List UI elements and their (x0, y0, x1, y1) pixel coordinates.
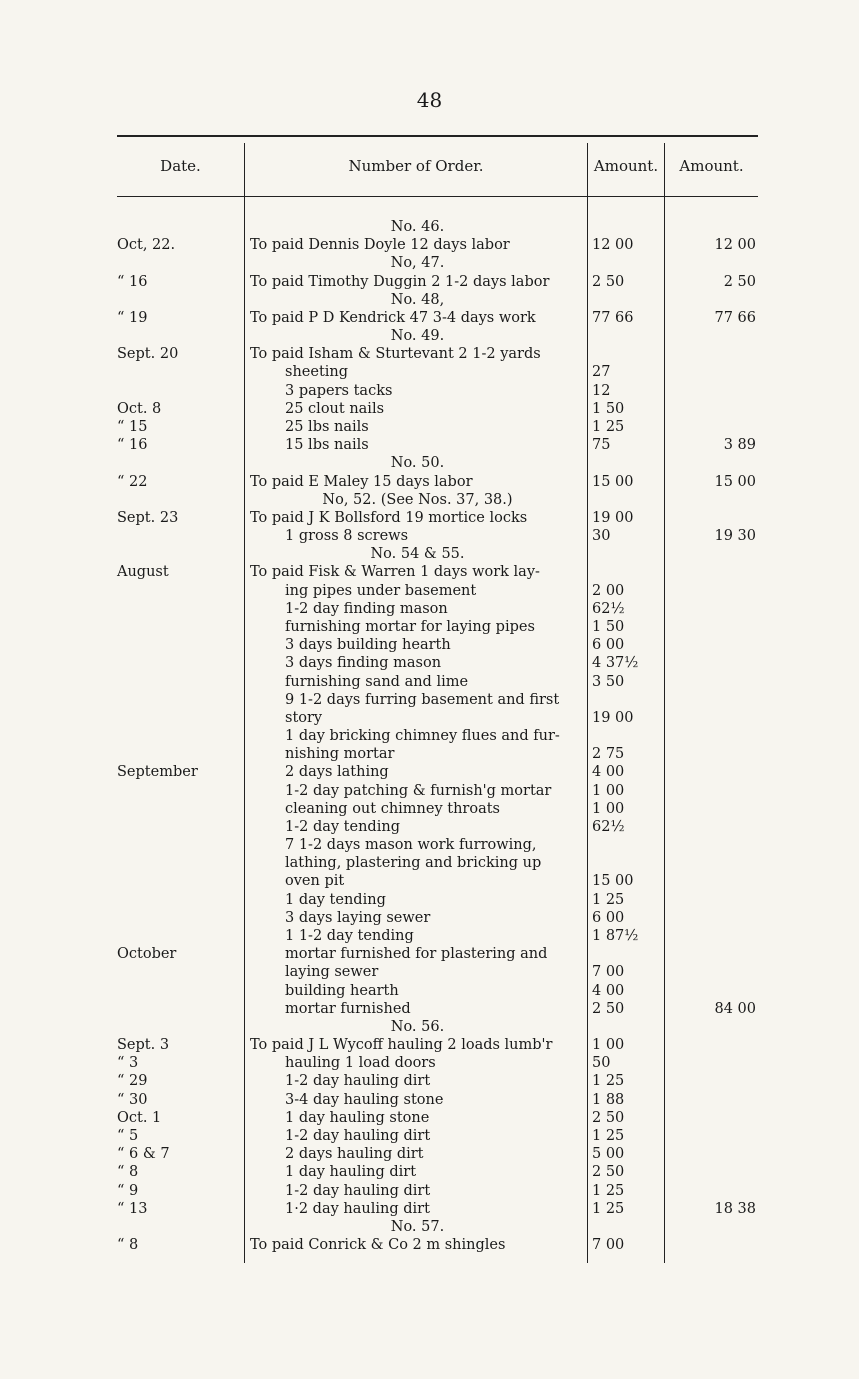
item-amount: 2 50 (592, 1164, 625, 1181)
ledger-row (0, 818, 859, 836)
entry-description: To paid J K Bollsford 19 mortice locks (250, 509, 528, 526)
entry-description: furnishing sand and lime (285, 673, 469, 690)
order-number: No, 52. (See Nos. 37, 38.) (322, 491, 513, 508)
header-amount-1: Amount. (593, 157, 659, 175)
item-amount: 1 25 (592, 1073, 625, 1090)
ledger-row (0, 745, 859, 763)
item-amount: 19 00 (592, 709, 634, 726)
item-amount: 62½ (592, 818, 625, 835)
item-amount: 2 50 (592, 1109, 625, 1126)
item-amount: 4 00 (592, 764, 625, 781)
ledger-row (0, 1200, 859, 1218)
item-amount: 1 00 (592, 782, 625, 799)
item-amount: 12 (592, 382, 611, 399)
order-number: No. 48, (390, 291, 445, 308)
item-amount: 75 (592, 437, 611, 454)
entry-description: lathing, plastering and bricking up (285, 855, 542, 872)
item-amount: 77 66 (592, 309, 634, 326)
ledger-row (0, 400, 859, 418)
entry-description: To paid E Maley 15 days labor (250, 473, 473, 490)
entry-date: October (117, 946, 177, 963)
ledger-row (0, 709, 859, 727)
entry-description: nishing mortar (285, 746, 395, 763)
entry-description: 3 days building hearth (285, 637, 451, 654)
entry-description: mortar furnished (285, 1000, 411, 1017)
ledger-row (0, 1072, 859, 1090)
ledger-row (0, 327, 859, 345)
ledger-row (0, 1127, 859, 1145)
entry-date: “ 22 (117, 473, 148, 490)
ledger-row (0, 691, 859, 709)
entry-description: 3 papers tacks (285, 382, 393, 399)
ledger-row (0, 927, 859, 945)
item-amount: 62½ (592, 600, 625, 617)
ledger-row (0, 545, 859, 563)
ledger-row (0, 782, 859, 800)
entry-description: 25 clout nails (285, 400, 385, 417)
entry-description: story (285, 709, 323, 726)
item-amount: 1 50 (592, 618, 625, 635)
entry-date: “ 29 (117, 1073, 148, 1090)
order-number: No. 50. (390, 455, 445, 472)
entry-date: “ 15 (117, 418, 148, 435)
entry-date: Sept. 3 (117, 1037, 170, 1054)
ledger-row (0, 1145, 859, 1163)
ledger-row (0, 945, 859, 963)
order-total: 2 50 (723, 273, 756, 290)
item-amount: 1 87½ (592, 928, 639, 945)
item-amount: 3 50 (592, 673, 625, 690)
ledger-row (0, 673, 859, 691)
entry-date: Sept. 23 (117, 509, 179, 526)
order-total: 12 00 (714, 237, 756, 254)
ledger-row (0, 763, 859, 781)
item-amount: 2 50 (592, 273, 625, 290)
entry-description: laying sewer (285, 964, 379, 981)
entry-date: “ 8 (117, 1237, 139, 1254)
entry-description: 1-2 day tending (285, 818, 400, 835)
ledger-row (0, 527, 859, 545)
item-amount: 30 (592, 528, 611, 545)
top-rule (117, 135, 758, 137)
item-amount: 1 25 (592, 418, 625, 435)
item-amount: 15 00 (592, 873, 634, 890)
item-amount: 50 (592, 1055, 611, 1072)
entry-date: September (117, 764, 198, 781)
ledger-row (0, 891, 859, 909)
entry-description: 1 gross 8 screws (285, 528, 409, 545)
order-number: No. 46. (390, 219, 445, 235)
entry-description: ing pipes under basement (285, 582, 477, 599)
ledger-row (0, 618, 859, 636)
ledger-row (0, 909, 859, 927)
entry-description: oven pit (285, 873, 345, 890)
entry-date: “ 6 & 7 (117, 1146, 170, 1163)
ledger-row (0, 382, 859, 400)
ledger-row (0, 363, 859, 381)
order-number: No. 54 & 55. (370, 546, 465, 563)
ledger-row (0, 636, 859, 654)
entry-description: 3 days laying sewer (285, 909, 431, 926)
item-amount: 27 (592, 364, 611, 381)
ledger-row (0, 800, 859, 818)
entry-description: To paid Timothy Duggin 2 1-2 days labor (250, 273, 550, 290)
ledger-row (0, 727, 859, 745)
ledger-row (0, 273, 859, 291)
item-amount: 2 50 (592, 1000, 625, 1017)
entry-date: “ 9 (117, 1182, 139, 1199)
order-total: 3 89 (723, 437, 756, 454)
entry-description: 1-2 day hauling dirt (285, 1128, 431, 1144)
order-total: 77 66 (714, 309, 756, 326)
order-total: 18 38 (714, 1200, 756, 1217)
item-amount: 1 50 (592, 400, 625, 417)
entry-description: To paid Isham & Sturtevant 2 1-2 yards (250, 346, 541, 363)
ledger-row (0, 1236, 859, 1254)
entry-description: 1 day hauling stone (285, 1109, 430, 1126)
ledger-row (0, 491, 859, 509)
entry-description: To paid Conrick & Co 2 m shingles (250, 1237, 506, 1254)
order-total: 15 00 (714, 473, 756, 490)
item-amount: 6 00 (592, 637, 625, 654)
order-number: No. 49. (390, 328, 445, 345)
item-amount: 4 00 (592, 982, 625, 999)
entry-date: “ 13 (117, 1200, 148, 1217)
entry-description: cleaning out chimney throats (285, 800, 501, 817)
entry-date: Oct. 8 (117, 400, 162, 417)
ledger-row (0, 291, 859, 309)
entry-description: 1·2 day hauling dirt (285, 1200, 430, 1217)
ledger-row (0, 218, 859, 236)
entry-date: “ 19 (117, 309, 148, 326)
item-amount: 1 25 (592, 1128, 625, 1144)
ledger-row (0, 982, 859, 1000)
entry-description: To paid J L Wycoff hauling 2 loads lumb'r (250, 1037, 553, 1054)
item-amount: 7 00 (592, 1237, 625, 1254)
item-amount: 1 25 (592, 1182, 625, 1199)
entry-date: “ 30 (117, 1091, 148, 1108)
entry-date: “ 16 (117, 273, 148, 290)
ledger-row (0, 1163, 859, 1181)
ledger-row (0, 436, 859, 454)
ledger-row (0, 1182, 859, 1200)
item-amount: 4 37½ (592, 655, 639, 672)
ledger-row (0, 563, 859, 581)
entry-description: To paid Fisk & Warren 1 days work lay- (250, 564, 540, 581)
ledger-row (0, 582, 859, 600)
item-amount: 1 88 (592, 1091, 625, 1108)
order-number: No. 57. (390, 1218, 445, 1235)
ledger-row (0, 1091, 859, 1109)
ledger-row (0, 600, 859, 618)
ledger-row (0, 1036, 859, 1054)
ledger-row (0, 654, 859, 672)
page-number: 48 (416, 88, 443, 112)
item-amount: 19 00 (592, 509, 634, 526)
ledger-row (0, 509, 859, 527)
ledger-row (0, 1054, 859, 1072)
ledger-row (0, 872, 859, 890)
entry-description: 1-2 day hauling dirt (285, 1182, 431, 1199)
item-amount: 12 00 (592, 237, 634, 254)
item-amount: 2 75 (592, 746, 625, 763)
entry-description: sheeting (285, 364, 349, 381)
ledger-row (0, 1218, 859, 1236)
entry-description: 1 day bricking chimney flues and fur- (285, 728, 560, 745)
ledger-row (0, 836, 859, 854)
ledger-row (0, 309, 859, 327)
ledger-row (0, 345, 859, 363)
item-amount: 1 00 (592, 800, 625, 817)
item-amount: 1 25 (592, 891, 625, 908)
order-number: No, 47. (390, 255, 445, 272)
ledger-row (0, 473, 859, 491)
entry-description: To paid P D Kendrick 47 3-4 days work (250, 309, 536, 326)
ledger-row (0, 254, 859, 272)
entry-description: 1-2 day finding mason (285, 600, 448, 617)
entry-description: mortar furnished for plastering and (285, 946, 548, 963)
ledger-row (0, 1000, 859, 1018)
entry-date: Oct. 1 (117, 1109, 162, 1126)
entry-description: To paid Dennis Doyle 12 days labor (250, 237, 510, 254)
entry-date: Sept. 20 (117, 346, 179, 363)
ledger-row (0, 1018, 859, 1036)
ledger-row (0, 454, 859, 472)
ledger-row (0, 854, 859, 872)
entry-description: hauling 1 load doors (285, 1055, 436, 1072)
ledger-row (0, 236, 859, 254)
entry-description: building hearth (285, 982, 399, 999)
entry-description: 9 1-2 days furring basement and first (285, 691, 560, 708)
item-amount: 1 00 (592, 1037, 625, 1054)
entry-description: 3-4 day hauling stone (285, 1091, 444, 1108)
entry-description: 7 1-2 days mason work furrowing, (285, 837, 537, 854)
header-date: Date. (160, 157, 201, 175)
entry-date: “ 8 (117, 1164, 139, 1181)
entry-description: 1 day hauling dirt (285, 1164, 417, 1181)
item-amount: 2 00 (592, 582, 625, 599)
header-amount-2: Amount. (679, 157, 744, 175)
order-total: 84 00 (714, 1000, 756, 1017)
header-rule (117, 196, 758, 197)
ledger-row (0, 1109, 859, 1127)
header-order: Number of Order. (348, 157, 484, 175)
item-amount: 7 00 (592, 964, 625, 981)
entry-description: 2 days lathing (285, 764, 389, 781)
ledger-row (0, 963, 859, 981)
item-amount: 15 00 (592, 473, 634, 490)
item-amount: 5 00 (592, 1146, 625, 1163)
entry-description: 1-2 day hauling dirt (285, 1073, 431, 1090)
entry-description: 1 1-2 day tending (285, 928, 414, 945)
entry-description: 1-2 day patching & furnish'g mortar (285, 782, 552, 799)
entry-date: August (117, 564, 169, 581)
order-number: No. 56. (390, 1018, 445, 1035)
order-total: 19 30 (714, 528, 756, 545)
entry-description: 1 day tending (285, 891, 386, 908)
entry-date: “ 5 (117, 1128, 139, 1144)
entry-description: 25 lbs nails (285, 418, 369, 435)
entry-description: furnishing mortar for laying pipes (285, 618, 535, 635)
item-amount: 1 25 (592, 1200, 625, 1217)
ledger-row (0, 418, 859, 436)
entry-description: 2 days hauling dirt (285, 1146, 424, 1163)
entry-date: “ 3 (117, 1055, 139, 1072)
entry-description: 3 days finding mason (285, 655, 442, 672)
entry-date: “ 16 (117, 437, 148, 454)
item-amount: 6 00 (592, 909, 625, 926)
entry-date: Oct, 22. (117, 237, 176, 254)
entry-description: 15 lbs nails (285, 437, 369, 454)
